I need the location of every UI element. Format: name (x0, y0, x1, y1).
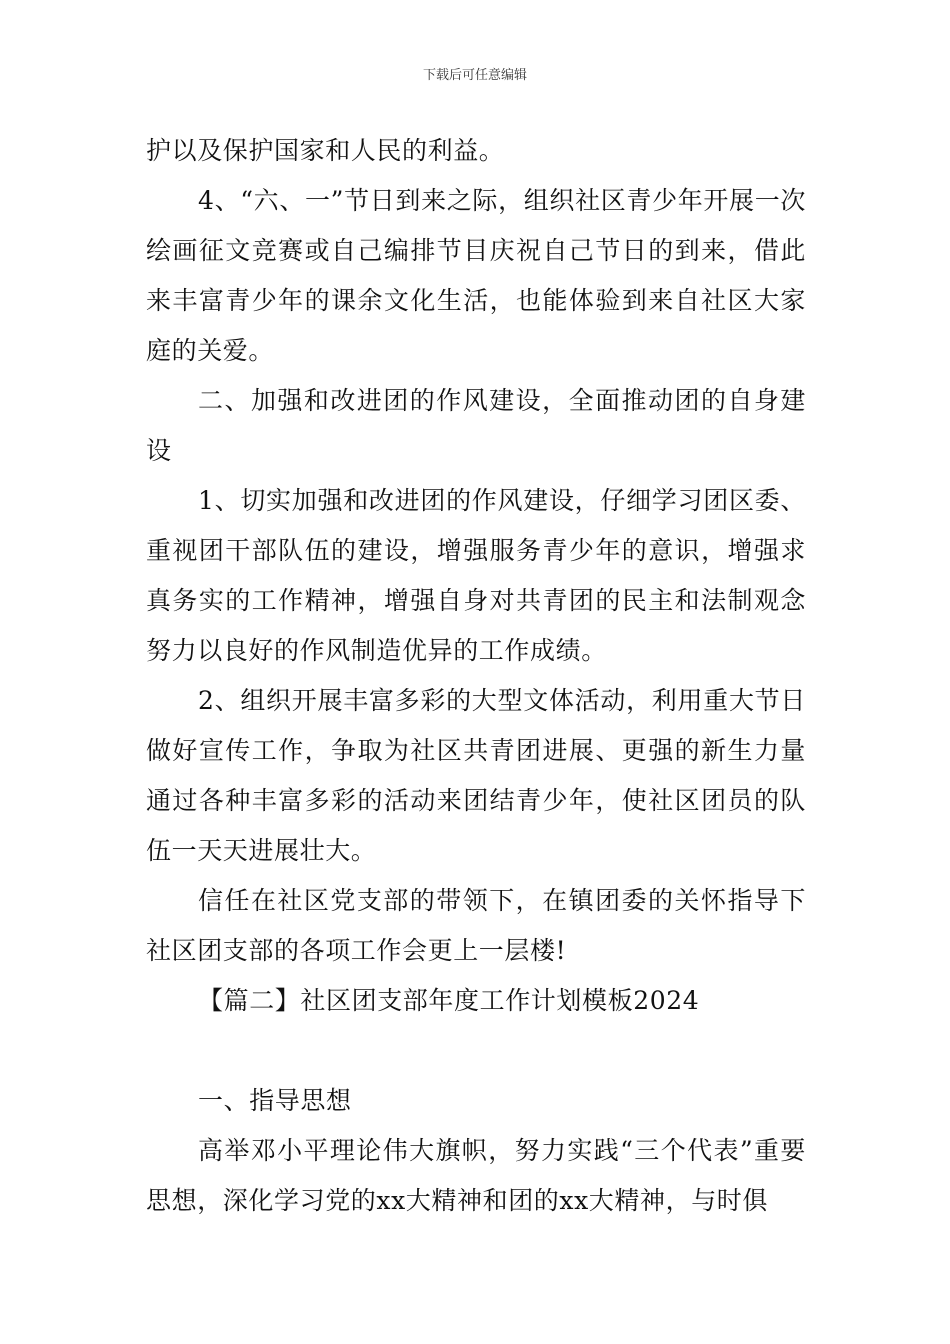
paragraph-continuation: 护以及保护国家和人民的利益。 (146, 136, 505, 165)
section-heading-2: 二、加强和改进团的作风建设，全面推动团的自身建设 (146, 386, 806, 465)
paragraph-item-2: 2、组织开展丰富多彩的大型文体活动，利用重大节日做好宣传工作，争取为社区共青团进展、更强的新生力量通过各种丰富多彩的活动来团结青少年，使社区团员的队伍一天天进展壮大。 (146, 686, 806, 865)
paragraph-guiding-thought: 高举邓小平理论伟大旗帜，努力实践“三个代表”重要思想，深化学习党的xx大精神和团的xx大精神，与时俱 (146, 1136, 806, 1215)
blank-line (146, 1026, 806, 1076)
section-heading-guiding-thought: 一、指导思想 (198, 1086, 352, 1115)
paragraph-closing: 信任在社区党支部的带领下，在镇团委的关怀指导下社区团支部的各项工作会更上一层楼! (146, 886, 806, 965)
paragraph-item-1: 1、切实加强和改进团的作风建设，仔细学习团区委、重视团干部队伍的建设，增强服务青少年的意识，增强求真务实的工作精神，增强自身对共青团的民主和法制观念努力以良好的作风制造优异的工作成绩。 (146, 486, 806, 665)
paragraph-item-4: 4、“六、一”节日到来之际，组织社区青少年开展一次绘画征文竞赛或自己编排节目庆祝自己节日的到来，借此来丰富青少年的课余文化生活，也能体验到来自社区大家庭的关爱。 (146, 186, 806, 365)
article-title: 【篇二】社区团支部年度工作计划模板2024 (198, 986, 700, 1015)
header-note: 下载后可任意编辑 (422, 68, 527, 83)
document-body (146, 126, 806, 1226)
